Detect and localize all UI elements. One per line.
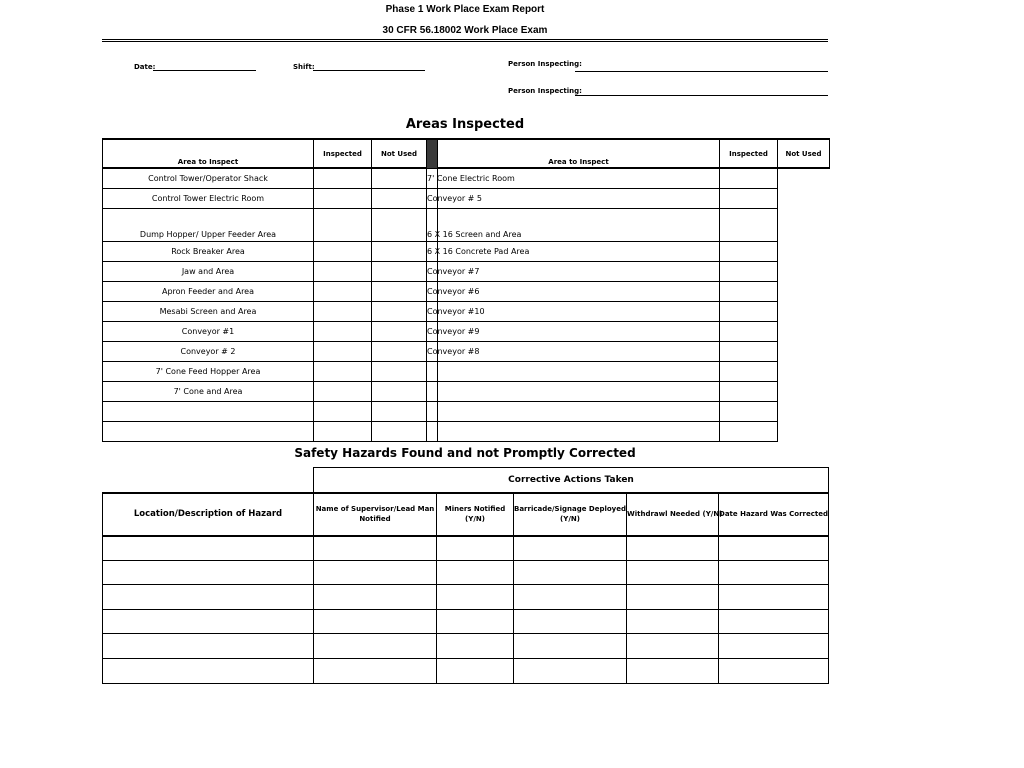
area-row	[103, 361, 830, 381]
supervisor-cell[interactable]	[314, 560, 437, 585]
withdrawl-cell[interactable]	[627, 658, 719, 683]
not-used-cell-right[interactable]	[720, 381, 778, 401]
area-name-left	[103, 421, 314, 441]
area-row	[103, 188, 830, 208]
date-label: Date:	[134, 63, 156, 71]
area-to-inspect-header-left: Area to Inspect	[103, 139, 314, 168]
supervisor-cell[interactable]	[314, 658, 437, 683]
not-used-cell-left[interactable]	[372, 341, 427, 361]
corrective-spacer	[103, 468, 314, 493]
withdrawl-header: Withdrawl Needed (Y/N)	[627, 493, 719, 536]
inspected-cell-left[interactable]	[314, 241, 372, 261]
area-row	[103, 241, 830, 261]
area-name-left	[103, 401, 314, 421]
area-to-inspect-header-right: Area to Inspect	[438, 139, 720, 168]
person-inspecting-label-2: Person Inspecting:	[508, 87, 582, 95]
area-name-left: Rock Breaker Area	[103, 241, 314, 261]
areas-header-row	[103, 139, 830, 168]
barricade-cell[interactable]	[514, 658, 627, 683]
inspected-cell-left[interactable]	[314, 281, 372, 301]
hazards-table	[102, 467, 829, 684]
miners-notified-cell[interactable]	[437, 585, 514, 610]
not-used-cell-left[interactable]	[372, 381, 427, 401]
location-header: Location/Description of Hazard	[103, 493, 314, 536]
inspected-cell-left[interactable]	[314, 188, 372, 208]
area-name-left: Mesabi Screen and Area	[103, 301, 314, 321]
area-name-left: 7' Cone Feed Hopper Area	[103, 361, 314, 381]
inspected-cell-left[interactable]	[314, 261, 372, 281]
not-used-cell-left[interactable]	[372, 361, 427, 381]
not-used-cell-right[interactable]	[720, 261, 778, 281]
withdrawl-cell[interactable]	[627, 634, 719, 659]
date-corrected-cell[interactable]	[719, 585, 829, 610]
area-name-right: Conveyor #9	[427, 321, 438, 341]
inspected-cell-left[interactable]	[314, 168, 372, 188]
hazard-row	[103, 658, 829, 683]
not-used-header-left: Not Used	[372, 139, 427, 168]
area-name-right	[427, 381, 438, 401]
area-name-left: Apron Feeder and Area	[103, 281, 314, 301]
withdrawl-cell[interactable]	[627, 609, 719, 634]
area-row	[103, 168, 830, 188]
date-corrected-cell[interactable]	[719, 658, 829, 683]
miners-notified-cell[interactable]	[437, 634, 514, 659]
not-used-cell-right[interactable]	[720, 281, 778, 301]
area-name-left: Dump Hopper/ Upper Feeder Area	[103, 208, 314, 241]
hazards-title: Safety Hazards Found and not Promptly Corrected	[294, 446, 636, 460]
area-name-right: Conveyor #7	[427, 261, 438, 281]
area-row	[103, 381, 830, 401]
miners-notified-cell[interactable]	[437, 560, 514, 585]
miners-notified-cell[interactable]	[437, 658, 514, 683]
area-row	[103, 401, 830, 421]
date-corrected-cell[interactable]	[719, 609, 829, 634]
person-inspecting-field-2[interactable]	[575, 87, 828, 96]
area-name-right	[427, 421, 438, 441]
shift-label: Shift:	[293, 63, 315, 71]
area-name-left: Conveyor #1	[103, 321, 314, 341]
not-used-cell-right[interactable]	[720, 361, 778, 381]
inspected-cell-left[interactable]	[314, 401, 372, 421]
inspected-cell-left[interactable]	[314, 361, 372, 381]
not-used-cell-right[interactable]	[720, 301, 778, 321]
not-used-cell-right[interactable]	[720, 341, 778, 361]
not-used-cell-right[interactable]	[720, 401, 778, 421]
hazard-location-cell[interactable]	[103, 609, 314, 634]
supervisor-header: Name of Supervisor/Lead Man Notified	[314, 493, 437, 536]
area-name-left: 7' Cone and Area	[103, 381, 314, 401]
not-used-cell-right[interactable]	[720, 321, 778, 341]
date-corrected-cell[interactable]	[719, 536, 829, 561]
not-used-cell-left[interactable]	[372, 241, 427, 261]
inspected-cell-left[interactable]	[314, 208, 372, 241]
not-used-cell-left[interactable]	[372, 208, 427, 241]
not-used-cell-right[interactable]	[720, 168, 778, 188]
inspected-cell-right[interactable]	[438, 341, 720, 361]
inspected-cell-left[interactable]	[314, 421, 372, 441]
area-name-right: 7' Cone Electric Room	[427, 168, 438, 188]
not-used-cell-left[interactable]	[372, 301, 427, 321]
report-title: Phase 1 Work Place Exam Report	[385, 4, 545, 15]
header-divider-bottom	[102, 41, 828, 42]
area-name-left: Jaw and Area	[103, 261, 314, 281]
corrective-actions-row	[103, 468, 829, 493]
area-name-right: Conveyor #8	[427, 341, 438, 361]
barricade-cell[interactable]	[514, 609, 627, 634]
area-row	[103, 301, 830, 321]
hazard-row	[103, 634, 829, 659]
area-name-right: Conveyor #10	[427, 301, 438, 321]
supervisor-cell[interactable]	[314, 536, 437, 561]
hazard-location-cell[interactable]	[103, 658, 314, 683]
date-corrected-header: Date Hazard Was Corrected	[719, 493, 829, 536]
area-row	[103, 321, 830, 341]
inspected-header-left: Inspected	[314, 139, 372, 168]
not-used-cell-left[interactable]	[372, 188, 427, 208]
not-used-cell-right[interactable]	[720, 188, 778, 208]
area-name-left: Control Tower Electric Room	[103, 188, 314, 208]
inspected-cell-left[interactable]	[314, 301, 372, 321]
date-field[interactable]	[153, 62, 256, 71]
withdrawl-cell[interactable]	[627, 585, 719, 610]
date-corrected-cell[interactable]	[719, 634, 829, 659]
barricade-header: Barricade/Signage Deployed (Y/N)	[514, 493, 627, 536]
area-row	[103, 281, 830, 301]
area-name-right: Conveyor # 5	[427, 188, 438, 208]
shift-field[interactable]	[313, 62, 425, 71]
areas-table	[102, 138, 830, 442]
supervisor-cell[interactable]	[314, 609, 437, 634]
not-used-cell-right[interactable]	[720, 421, 778, 441]
area-name-right	[427, 361, 438, 381]
not-used-cell-left[interactable]	[372, 168, 427, 188]
not-used-cell-left[interactable]	[372, 281, 427, 301]
barricade-cell[interactable]	[514, 634, 627, 659]
person-inspecting-label-1: Person Inspecting:	[508, 60, 582, 68]
miners-notified-cell[interactable]	[437, 609, 514, 634]
area-row	[103, 421, 830, 441]
area-name-right: Conveyor #6	[427, 281, 438, 301]
inspected-cell-right[interactable]	[438, 261, 720, 281]
inspected-cell-left[interactable]	[314, 341, 372, 361]
area-row	[103, 208, 830, 241]
hazard-row	[103, 536, 829, 561]
hazard-row	[103, 609, 829, 634]
inspected-cell-left[interactable]	[314, 321, 372, 341]
inspected-cell-right[interactable]	[438, 381, 720, 401]
not-used-header-right: Not Used	[778, 139, 830, 168]
table-divider-bar	[427, 139, 438, 168]
area-name-left: Control Tower/Operator Shack	[103, 168, 314, 188]
supervisor-cell[interactable]	[314, 585, 437, 610]
hazard-location-cell[interactable]	[103, 560, 314, 585]
area-row	[103, 261, 830, 281]
not-used-cell-right[interactable]	[720, 208, 778, 241]
header-divider-top	[102, 39, 828, 40]
hazards-header-row	[103, 493, 829, 536]
area-name-right: 6 X 16 Screen and Area	[427, 208, 438, 241]
not-used-cell-right[interactable]	[720, 241, 778, 261]
inspected-cell-right[interactable]	[438, 361, 720, 381]
supervisor-cell[interactable]	[314, 634, 437, 659]
hazard-row	[103, 560, 829, 585]
corrective-actions-header: Corrective Actions Taken	[314, 468, 829, 493]
report-subtitle: 30 CFR 56.18002 Work Place Exam	[382, 25, 548, 36]
not-used-cell-left[interactable]	[372, 421, 427, 441]
withdrawl-cell[interactable]	[627, 536, 719, 561]
person-inspecting-field-1[interactable]	[575, 63, 828, 72]
areas-title: Areas Inspected	[405, 117, 525, 132]
date-corrected-cell[interactable]	[719, 560, 829, 585]
miners-notified-cell[interactable]	[437, 536, 514, 561]
hazard-row	[103, 585, 829, 610]
miners-notified-header: Miners Notified (Y/N)	[437, 493, 514, 536]
inspected-cell-right[interactable]	[438, 321, 720, 341]
not-used-cell-left[interactable]	[372, 321, 427, 341]
barricade-cell[interactable]	[514, 536, 627, 561]
hazard-location-cell[interactable]	[103, 536, 314, 561]
area-name-right	[427, 401, 438, 421]
withdrawl-cell[interactable]	[627, 560, 719, 585]
barricade-cell[interactable]	[514, 560, 627, 585]
inspected-cell-right[interactable]	[438, 421, 720, 441]
area-name-right: 6 X 16 Concrete Pad Area	[427, 241, 438, 261]
inspected-cell-left[interactable]	[314, 381, 372, 401]
hazard-location-cell[interactable]	[103, 585, 314, 610]
barricade-cell[interactable]	[514, 585, 627, 610]
inspected-cell-right[interactable]	[438, 401, 720, 421]
not-used-cell-left[interactable]	[372, 261, 427, 281]
hazard-location-cell[interactable]	[103, 634, 314, 659]
area-row	[103, 341, 830, 361]
not-used-cell-left[interactable]	[372, 401, 427, 421]
inspected-cell-right[interactable]	[438, 281, 720, 301]
area-name-left: Conveyor # 2	[103, 341, 314, 361]
inspected-header-right: Inspected	[720, 139, 778, 168]
